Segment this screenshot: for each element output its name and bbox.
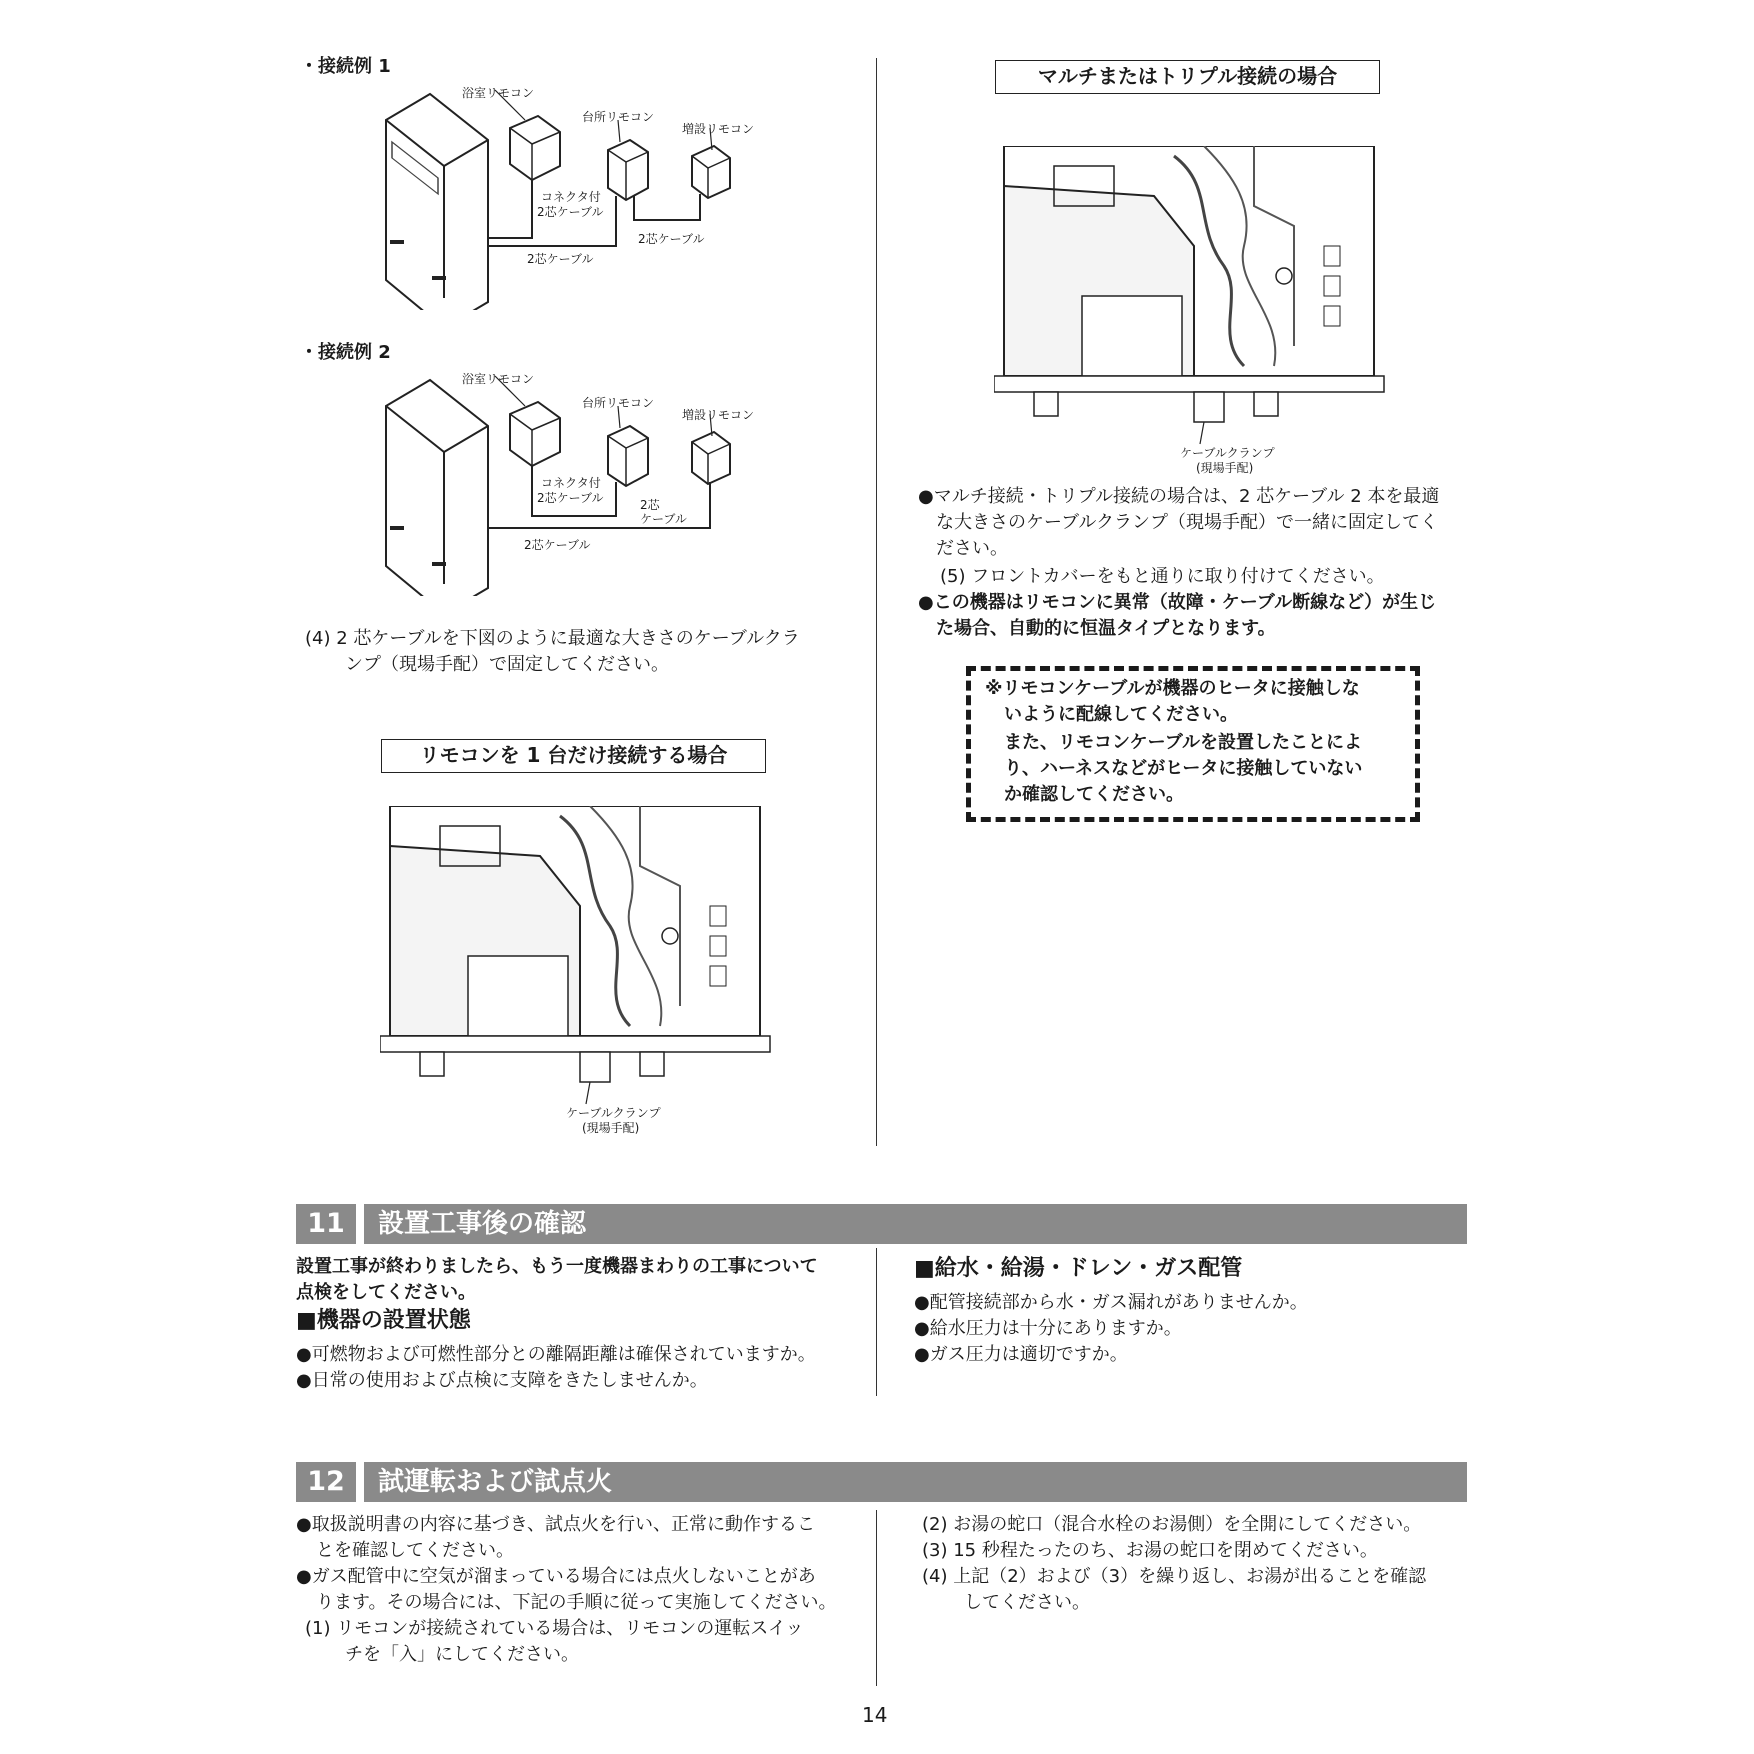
section11-separator xyxy=(356,1204,364,1244)
ex1-kitchen-remote-label: 台所リモコン xyxy=(582,110,655,124)
ex1-connector-label-2: 2芯ケーブル xyxy=(537,205,604,219)
multi-clamp-label-1: ケーブルクランプ xyxy=(1180,446,1275,460)
notice-line2: いように配線してください。 xyxy=(1004,704,1238,725)
ex2-cable-label-bottom: 2芯ケーブル xyxy=(524,538,591,552)
ex2-extra-remote-label: 増設リモコン xyxy=(682,408,755,422)
ex1-cable-label-a: 2芯ケーブル xyxy=(638,232,705,246)
sec12-left-line2: とを確認してください。 xyxy=(316,1540,514,1561)
sec12-right-line3: (4) 上記（2）および（3）を繰り返し、お湯が出ることを確認 xyxy=(922,1566,1427,1587)
multi-bullet1-line3: ださい。 xyxy=(936,538,1008,559)
sec11-intro-line2: 点検をしてください。 xyxy=(296,1282,476,1303)
column-divider-top xyxy=(876,58,877,1146)
sec12-left-line5: (1) リモコンが接続されている場合は、リモコンの運転スイッ xyxy=(305,1618,804,1639)
section12-header xyxy=(296,1462,1467,1502)
example2-label: ・接続例 2 xyxy=(300,342,391,363)
page-number: 14 xyxy=(862,1703,888,1727)
notice-line5: か確認してください。 xyxy=(1004,784,1184,805)
ex2-connector-label-1: コネクタ付 xyxy=(541,476,601,490)
ex2-bath-remote-label: 浴室リモコン xyxy=(462,372,535,386)
section12-number: 12 xyxy=(300,1466,352,1498)
ex1-connector-label-1: コネクタ付 xyxy=(541,190,601,204)
section12-separator xyxy=(356,1462,364,1502)
section11-header xyxy=(296,1204,1467,1244)
sec11-piping-item1: ●配管接続部から水・ガス漏れがありませんか。 xyxy=(914,1292,1308,1313)
sec11-install-item2: ●日常の使用および点検に支障をきたしませんか。 xyxy=(296,1370,708,1391)
sec12-right-line4: してください。 xyxy=(964,1592,1090,1613)
sec11-piping-item2: ●給水圧力は十分にありますか。 xyxy=(914,1318,1182,1339)
sec12-right-line1: (2) お湯の蛇口（混合水栓のお湯側）を全開にしてください。 xyxy=(922,1514,1422,1535)
section11-number: 11 xyxy=(300,1208,352,1240)
multi-clamp-label-2: (現場手配) xyxy=(1196,461,1254,475)
multi-bullet2-line1: ●この機器はリモコンに異常（故障・ケーブル断線など）が生じ xyxy=(918,592,1437,613)
notice-line4: り、ハーネスなどがヒータに接触していない xyxy=(1004,758,1363,779)
sec11-subhead-piping: ■給水・給湯・ドレン・ガス配管 xyxy=(914,1256,1243,1281)
example1-label: ・接続例 1 xyxy=(300,56,391,77)
multi-connection-title: マルチまたはトリプル接続の場合 xyxy=(995,60,1380,94)
sec11-piping-item3: ●ガス圧力は適切ですか。 xyxy=(914,1344,1128,1365)
single-remote-title: リモコンを 1 台だけ接続する場合 xyxy=(381,739,766,773)
ex1-extra-remote-label: 増設リモコン xyxy=(682,122,755,136)
ex2-split-cable-label-2: ケーブル xyxy=(640,512,687,526)
sec12-left-line1: ●取扱説明書の内容に基づき、試点火を行い、正常に動作するこ xyxy=(296,1514,815,1535)
sec12-left-line3: ●ガス配管中に空気が溜まっている場合には点火しないことがあ xyxy=(296,1566,816,1587)
single-clamp-label-1: ケーブルクランプ xyxy=(566,1106,661,1120)
sec11-subhead-installation: ■機器の設置状態 xyxy=(296,1308,471,1333)
step4-line1: (4) 2 芯ケーブルを下図のように最適な大きさのケーブルクラ xyxy=(305,628,800,649)
sec11-install-item1: ●可燃物および可燃性部分との離隔距離は確保されていますか。 xyxy=(296,1344,816,1365)
multi-bullet2-line2: た場合、自動的に恒温タイプとなります。 xyxy=(936,618,1276,639)
step5: (5) フロントカバーをもと通りに取り付けてください。 xyxy=(940,566,1385,587)
ex1-cable-label-b: 2芯ケーブル xyxy=(527,252,594,266)
section11-title: 設置工事後の確認 xyxy=(378,1209,587,1239)
sec12-left-line4: ります。その場合には、下記の手順に従って実施してください。 xyxy=(316,1592,837,1613)
sec11-intro-line1: 設置工事が終わりましたら、もう一度機器まわりの工事について xyxy=(296,1256,818,1277)
column-divider-sec12 xyxy=(876,1510,877,1686)
unit-internal-figure-single xyxy=(380,806,776,1106)
sec12-left-line6: チを「入」にしてください。 xyxy=(345,1644,579,1665)
notice-line3: また、リモコンケーブルを設置したことによ xyxy=(1004,732,1363,753)
notice-line1: ※リモコンケーブルが機器のヒータに接触しな xyxy=(985,678,1360,699)
step4-line2: ンプ（現場手配）で固定してください。 xyxy=(345,654,669,675)
ex2-connector-label-2: 2芯ケーブル xyxy=(537,491,604,505)
single-clamp-label-2: (現場手配) xyxy=(582,1121,640,1135)
multi-bullet1-line2: な大きさのケーブルクランプ（現場手配）で一緒に固定してく xyxy=(936,512,1439,533)
sec12-right-line2: (3) 15 秒程たったのち、お湯の蛇口を閉めてください。 xyxy=(922,1540,1378,1561)
section12-title: 試運転および試点火 xyxy=(378,1467,613,1497)
unit-internal-figure-multi xyxy=(994,146,1390,446)
ex2-split-cable-label-1: 2芯 xyxy=(640,498,660,512)
ex1-bath-remote-label: 浴室リモコン xyxy=(462,86,535,100)
column-divider-sec11 xyxy=(876,1248,877,1396)
ex2-kitchen-remote-label: 台所リモコン xyxy=(582,396,655,410)
multi-bullet1-line1: ●マルチ接続・トリプル接続の場合は、2 芯ケーブル 2 本を最適 xyxy=(918,486,1440,507)
